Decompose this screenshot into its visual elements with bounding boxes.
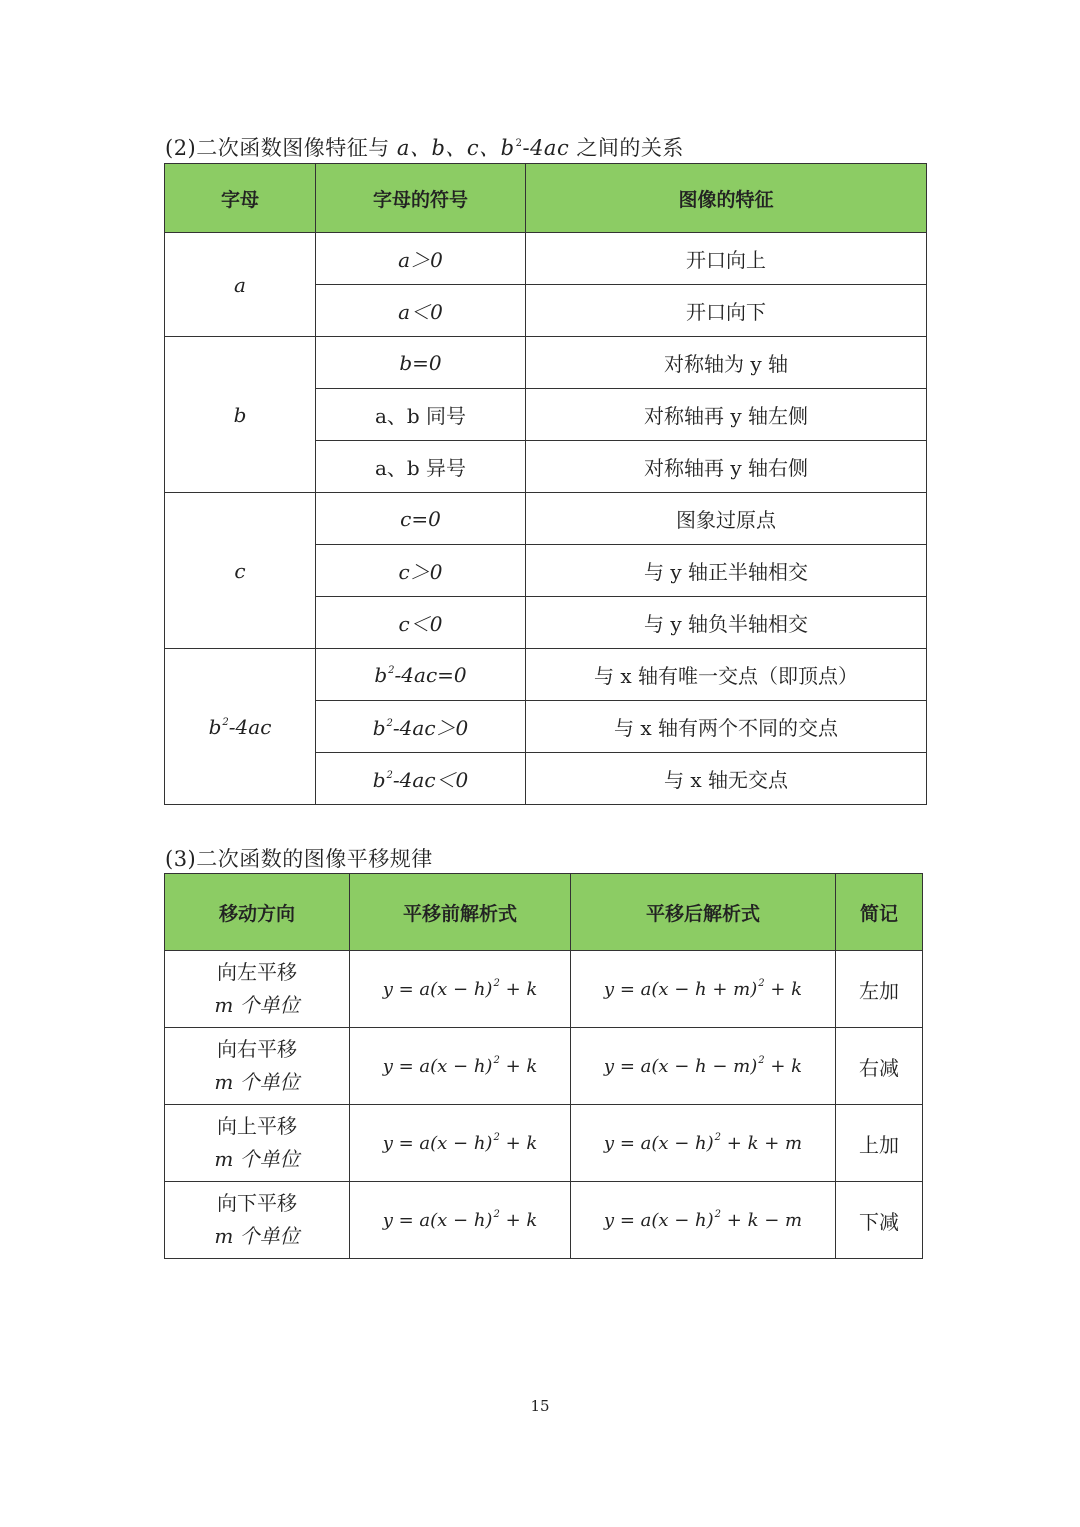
sign-tail: -4ac=0 (394, 662, 467, 687)
formula-square: 2 (493, 1055, 500, 1066)
feature-cell: 与 x 轴有唯一交点（即顶点） (526, 649, 927, 701)
formula-square: 2 (714, 1209, 722, 1220)
direction-line-1: 向左平移 (217, 960, 297, 984)
sign-tail: -4ac＞0 (392, 716, 469, 740)
sign-base: b (374, 662, 388, 687)
sign-base: b (372, 768, 386, 792)
title-prefix: (2)二次函数图像特征与 (165, 136, 397, 160)
sign-tail: -4ac＜0 (392, 768, 469, 792)
formula-base: y = a(x − h − m) (603, 1056, 758, 1077)
sign-cell: c＜0 (316, 597, 526, 649)
feature-cell: 与 y 轴正半轴相交 (526, 545, 927, 597)
sign-cell (316, 649, 526, 701)
letter-square: 2 (222, 716, 229, 728)
direction-line-2: m 个单位 (214, 1224, 300, 1248)
title-var-tail: -4ac (522, 136, 570, 160)
feature-cell: 对称轴为 y 轴 (526, 337, 927, 389)
formula-tail: + k − m (721, 1210, 803, 1231)
direction-line-1: 向下平移 (217, 1191, 297, 1215)
memo-cell: 右减 (836, 1028, 923, 1105)
formula-tail: + k (499, 1056, 538, 1077)
header-after: 平移后解析式 (571, 874, 836, 951)
feature-cell: 对称轴再 y 轴左侧 (526, 389, 927, 441)
formula-base: y = a(x − h) (603, 1133, 714, 1154)
section-2-title (165, 132, 684, 162)
sign-square: 2 (388, 664, 395, 676)
direction-line-1: 向右平移 (217, 1037, 297, 1061)
header-feature: 图像的特征 (526, 164, 927, 233)
direction-line-2: m 个单位 (214, 1070, 300, 1094)
sign-cell: c＞0 (316, 545, 526, 597)
formula-square: 2 (493, 1209, 500, 1220)
letter-base: b (208, 714, 222, 739)
direction-cell (165, 1028, 350, 1105)
header-sign: 字母的符号 (316, 164, 526, 233)
header-direction: 移动方向 (165, 874, 350, 951)
formula-base: y = a(x − h) (603, 1210, 714, 1231)
formula-tail: + k (499, 979, 538, 1000)
direction-line-2: m 个单位 (214, 1147, 300, 1171)
after-formula-cell (571, 1105, 836, 1182)
direction-line-2: m 个单位 (214, 993, 300, 1017)
feature-cell: 与 x 轴有两个不同的交点 (526, 701, 927, 753)
memo-cell: 下减 (836, 1182, 923, 1259)
letter-cell: c (165, 493, 316, 649)
feature-cell: 对称轴再 y 轴右侧 (526, 441, 927, 493)
after-formula-cell (571, 1028, 836, 1105)
page-number: 15 (530, 1397, 550, 1415)
table-row (165, 1182, 923, 1259)
direction-cell (165, 951, 350, 1028)
memo-cell: 上加 (836, 1105, 923, 1182)
formula-base: y = a(x − h) (382, 1133, 493, 1154)
header-before: 平移前解析式 (350, 874, 571, 951)
before-formula-cell (350, 1028, 571, 1105)
table-row (165, 337, 927, 389)
formula-base: y = a(x − h + m) (603, 979, 758, 1000)
formula-square: 2 (758, 978, 765, 989)
table-row (165, 493, 927, 545)
feature-cell: 图象过原点 (526, 493, 927, 545)
sign-cell: a＞0 (316, 233, 526, 285)
letter-cell: b (165, 337, 316, 493)
letter-cell: a (165, 233, 316, 337)
before-formula-cell (350, 951, 571, 1028)
memo-cell: 左加 (836, 951, 923, 1028)
sign-square: 2 (386, 770, 393, 781)
letter-tail: -4ac (228, 714, 272, 739)
coefficient-relation-table (164, 163, 927, 805)
formula-base: y = a(x − h) (382, 1056, 493, 1077)
feature-cell: 开口向下 (526, 285, 927, 337)
sign-cell: a、b 异号 (316, 441, 526, 493)
sign-cell: b=0 (316, 337, 526, 389)
table-row (165, 649, 927, 701)
after-formula-cell (571, 1182, 836, 1259)
title-square: 2 (515, 138, 523, 149)
sign-cell (316, 753, 526, 805)
feature-cell: 与 x 轴无交点 (526, 753, 927, 805)
sign-cell: c=0 (316, 493, 526, 545)
sign-cell: a＜0 (316, 285, 526, 337)
table-row (165, 951, 923, 1028)
sign-cell: a、b 同号 (316, 389, 526, 441)
table-header-row (165, 164, 927, 233)
formula-tail: + k + m (721, 1133, 803, 1154)
table-row (165, 1105, 923, 1182)
direction-cell (165, 1182, 350, 1259)
header-letter: 字母 (165, 164, 316, 233)
title-vars: a、b、c、b (396, 136, 515, 160)
formula-tail: + k (499, 1133, 538, 1154)
formula-square: 2 (493, 978, 500, 989)
translation-rule-table (164, 873, 923, 1259)
sign-square: 2 (386, 718, 393, 729)
table-header-row (165, 874, 923, 951)
formula-tail: + k (499, 1210, 538, 1231)
formula-tail: + k (764, 1056, 803, 1077)
formula-square: 2 (714, 1132, 722, 1143)
after-formula-cell (571, 951, 836, 1028)
direction-cell (165, 1105, 350, 1182)
before-formula-cell (350, 1182, 571, 1259)
formula-square: 2 (758, 1055, 765, 1066)
letter-cell (165, 649, 316, 805)
formula-square: 2 (493, 1132, 500, 1143)
sign-base: b (372, 716, 386, 740)
direction-line-1: 向上平移 (217, 1114, 297, 1138)
sign-cell (316, 701, 526, 753)
formula-base: y = a(x − h) (382, 979, 493, 1000)
before-formula-cell (350, 1105, 571, 1182)
formula-tail: + k (764, 979, 803, 1000)
formula-base: y = a(x − h) (382, 1210, 493, 1231)
table-row (165, 233, 927, 285)
header-memo: 简记 (836, 874, 923, 951)
section-3-title: (3)二次函数的图像平移规律 (165, 847, 433, 871)
table-row (165, 1028, 923, 1105)
title-suffix: 之间的关系 (569, 136, 684, 160)
feature-cell: 与 y 轴负半轴相交 (526, 597, 927, 649)
feature-cell: 开口向上 (526, 233, 927, 285)
